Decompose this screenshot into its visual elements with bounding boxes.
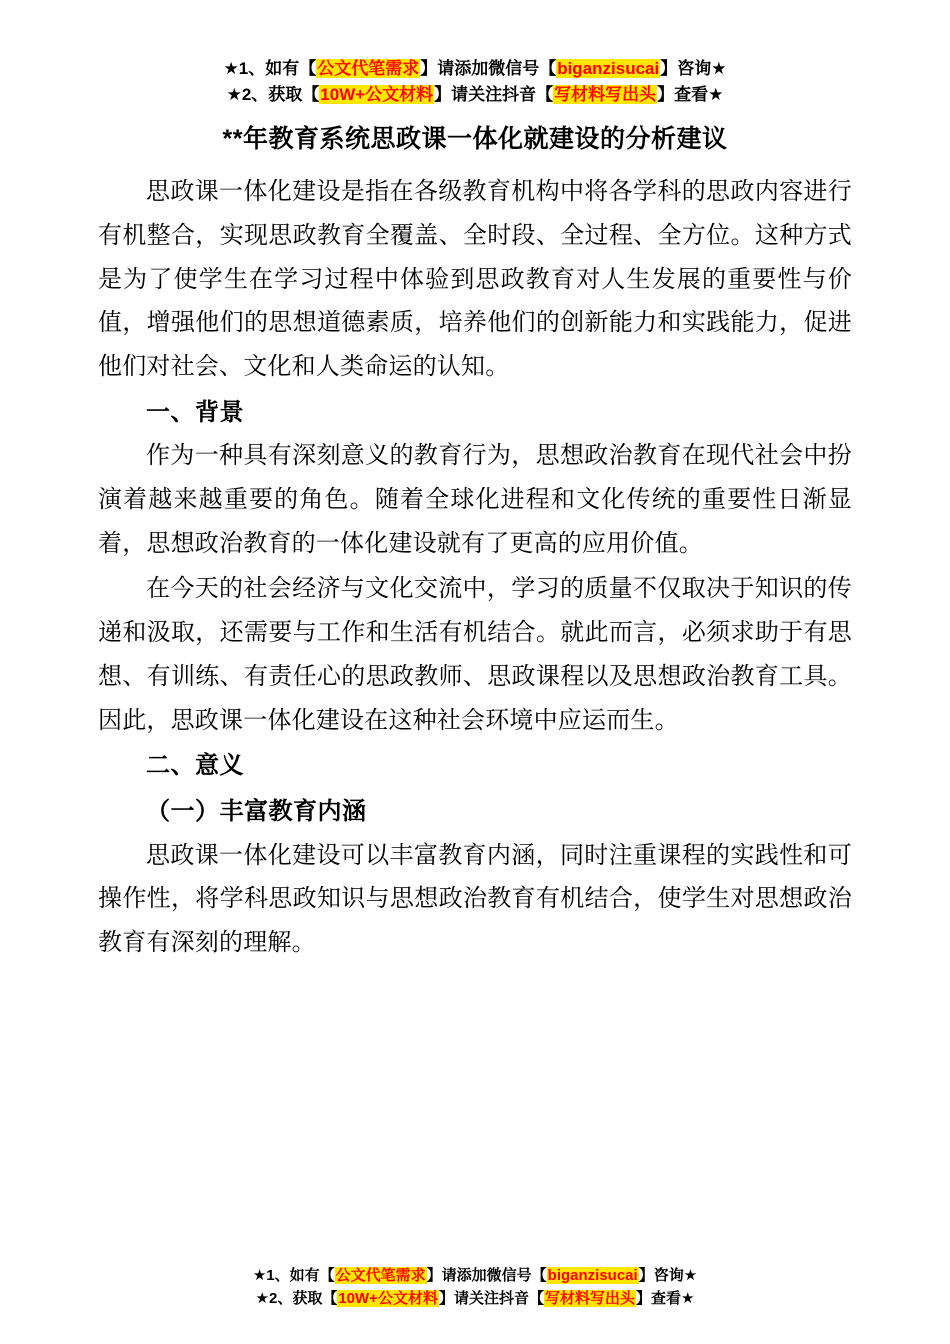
promo-bottom-line-1 (0, 1264, 950, 1287)
section-heading-background: 一、背景 (146, 398, 244, 426)
promo-top-line1-prefix: ★1、如有【 (223, 59, 317, 78)
promo-banner-bottom (0, 1264, 950, 1311)
promo-top-line2-highlight-1: 10W+公文材料 (320, 85, 434, 105)
promo-bottom-line2-highlight-1: 10W+公文材料 (338, 1289, 438, 1307)
promo-top-line1-highlight-1: 公文代笔需求 (317, 59, 420, 78)
promo-bottom-line-2 (0, 1287, 950, 1310)
promo-top-line1-suffix: 】咨询★ (660, 59, 727, 78)
promo-bottom-line1-suffix: 】咨询★ (638, 1266, 698, 1284)
promo-top-line-2 (98, 82, 852, 108)
intro-paragraph: 思政课一体化建设是指在各级教育机构中将各学科的思政内容进行有机整合，实现思政教育全覆盖、全时段、全过程、全方位。这种方式是为了使学生在学习过程中体验到思政教育对人生发展的重要性与价值，增强他们的思想道德素质，培养他们的创新能力和实践能力，促进他们对社会、文化和人类命运的认知。 (98, 178, 852, 381)
section2-sub1-paragraph-1: 思政课一体化建设可以丰富教育内涵，同时注重课程的实践性和可操作性，将学科思政知识与思想政治教育有机结合，使学生对思想政治教育有深刻的理解。 (98, 841, 852, 956)
document-title: **年教育系统思政课一体化就建设的分析建议 (222, 124, 728, 153)
promo-banner-top (98, 56, 852, 109)
promo-bottom-line2-prefix: ★2、获取【 (255, 1289, 338, 1307)
promo-top-line2-middle: 】请关注抖音【 (434, 85, 554, 105)
subsection-heading-enrich-education: （一）丰富教育内涵 (146, 797, 367, 825)
promo-bottom-line2-suffix: 】查看★ (635, 1289, 695, 1307)
promo-bottom-line1-prefix: ★1、如有【 (252, 1266, 335, 1284)
promo-bottom-line1-middle: 】请添加微信号【 (426, 1266, 547, 1284)
promo-top-line2-suffix: 】查看★ (657, 85, 724, 105)
promo-bottom-line1-highlight-2: biganzisucai (547, 1266, 638, 1284)
section1-paragraph-1: 作为一种具有深刻意义的教育行为，思想政治教育在现代社会中扮演着越来越重要的角色。随着全球化进程和文化传统的重要性日渐显着，思想政治教育的一体化建设就有了更高的应用价值。 (98, 442, 852, 557)
promo-bottom-line1-highlight-1: 公文代笔需求 (335, 1266, 426, 1284)
promo-top-line2-highlight-2: 写材料写出头 (554, 85, 657, 105)
promo-top-line1-middle: 】请添加微信号【 (420, 59, 557, 78)
promo-top-line1-highlight-2: biganzisucai (557, 59, 660, 78)
promo-bottom-line2-middle: 】请关注抖音【 (438, 1289, 544, 1307)
section-heading-significance: 二、意义 (146, 752, 244, 780)
promo-top-line-1 (98, 56, 852, 82)
section1-paragraph-2: 在今天的社会经济与文化交流中，学习的质量不仅取决于知识的传递和汲取，还需要与工作和生活有机结合。就此而言，必须求助于有思想、有训练、有责任心的思政教师、思政课程以及思想政治教育工具。因此，思政课一体化建设在这种社会环境中应运而生。 (98, 575, 852, 734)
promo-top-line2-prefix: ★2、获取【 (226, 85, 320, 105)
promo-bottom-line2-highlight-2: 写材料写出头 (544, 1289, 635, 1307)
